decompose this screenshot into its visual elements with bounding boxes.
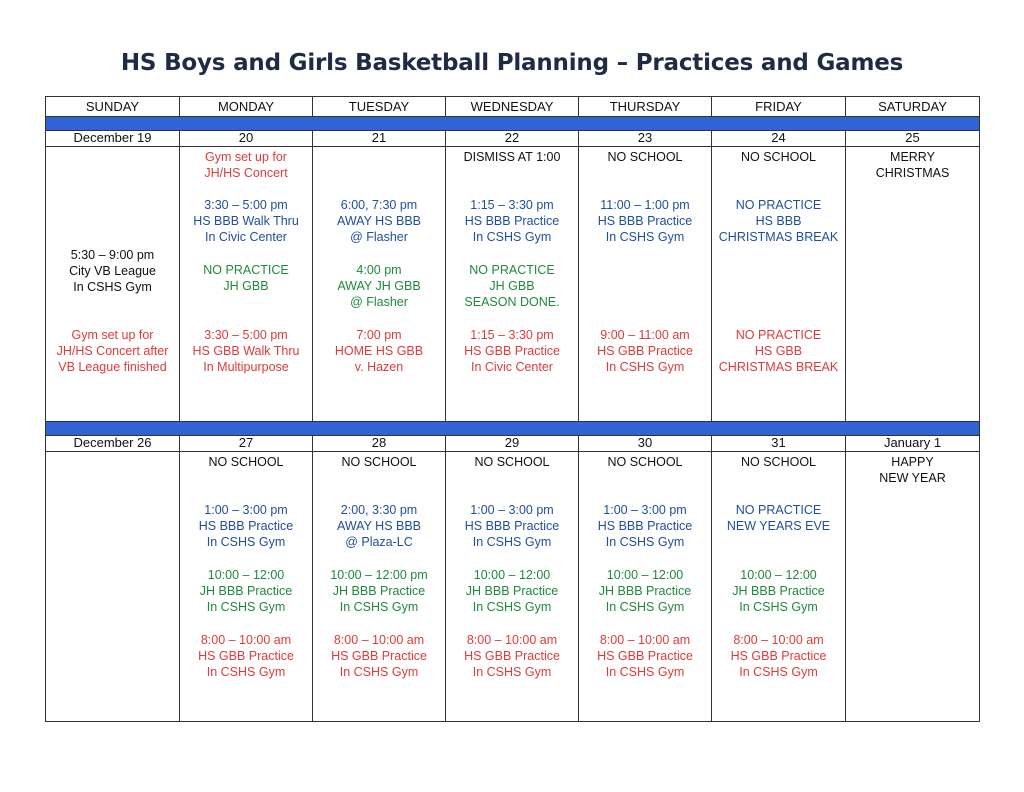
schedule-entry — [180, 502, 312, 550]
schedule-entry-line: In Civic Center — [471, 360, 553, 374]
schedule-entry — [446, 632, 578, 680]
schedule-entry-line: Gym set up for — [71, 328, 154, 342]
schedule-entry-line: 10:00 – 12:00 — [740, 568, 817, 582]
schedule-entry-line: In CSHS Gym — [605, 665, 685, 679]
day-cell-tuesday[interactable] — [312, 435, 445, 721]
schedule-entry-line: AWAY HS BBB — [336, 519, 422, 533]
schedule-entry-line: In CSHS Gym — [339, 665, 419, 679]
schedule-entry-line: NO SCHOOL — [607, 455, 683, 469]
schedule-entry — [712, 197, 845, 245]
schedule-entry-line: NO SCHOOL — [341, 455, 417, 469]
schedule-entry-line: 8:00 – 10:00 am — [599, 633, 691, 647]
day-cell-saturday[interactable] — [845, 130, 979, 421]
schedule-entry-line: NEW YEAR — [879, 471, 946, 485]
day-cell-thursday[interactable] — [578, 130, 711, 421]
schedule-entry-line: In CSHS Gym — [605, 360, 685, 374]
schedule-entry — [313, 454, 445, 470]
schedule-entry-line: HS GBB Practice — [464, 649, 560, 663]
schedule-entry — [180, 197, 312, 245]
day-cell-monday[interactable] — [179, 130, 312, 421]
schedule-entry-line: NO SCHOOL — [208, 455, 284, 469]
week-row — [46, 435, 979, 721]
schedule-entry-line: @ Plaza-LC — [345, 535, 413, 549]
schedule-entry — [446, 262, 578, 310]
day-cell-saturday[interactable] — [845, 435, 979, 721]
schedule-entry-line: 9:00 – 11:00 am — [600, 328, 690, 342]
schedule-entry-line: 8:00 – 10:00 am — [466, 633, 558, 647]
schedule-entry-line: HOME HS GBB — [334, 344, 424, 358]
day-cell-wednesday[interactable] — [445, 130, 578, 421]
schedule-entry — [180, 327, 312, 375]
schedule-entry — [46, 247, 179, 295]
schedule-entry — [313, 502, 445, 550]
schedule-entry-line: In CSHS Gym — [605, 535, 685, 549]
schedule-entry-line: HS BBB Practice — [198, 519, 294, 533]
day-cell-sunday[interactable] — [46, 435, 179, 721]
schedule-entry-line: 10:00 – 12:00 — [606, 568, 684, 582]
day-cell-sunday[interactable] — [46, 130, 179, 421]
schedule-entry — [579, 149, 711, 165]
schedule-entry-line: HS BBB Practice — [597, 519, 693, 533]
schedule-entry — [313, 567, 445, 615]
schedule-entry-line: 3:30 – 5:00 pm — [204, 198, 288, 212]
schedule-entry-line: CHRISTMAS BREAK — [718, 360, 839, 374]
day-cell-thursday[interactable] — [578, 435, 711, 721]
schedule-entry — [446, 454, 578, 470]
schedule-entry-line: 10:00 – 12:00 pm — [330, 568, 428, 582]
schedule-entry-line: JH BBB Practice — [598, 584, 692, 598]
schedule-entry-line: In CSHS Gym — [206, 665, 286, 679]
schedule-entry-line: MERRY — [890, 150, 935, 164]
schedule-entry — [180, 454, 312, 470]
schedule-entry-line: NO PRACTICE — [735, 328, 822, 342]
week-separator-band — [46, 421, 979, 436]
day-number: December 26 — [46, 435, 179, 452]
day-number: 21 — [313, 130, 445, 147]
schedule-entry — [712, 502, 845, 534]
schedule-entry-line: JH/HS Concert — [204, 166, 288, 180]
day-number: 24 — [712, 130, 845, 147]
week-separator-band — [46, 116, 979, 131]
schedule-entry — [446, 327, 578, 375]
schedule-entry-line: HS GBB Practice — [331, 649, 427, 663]
weekday-header-sunday: SUNDAY — [85, 99, 140, 114]
schedule-entry-line: HS GBB Practice — [730, 649, 827, 663]
schedule-entry-line: HS BBB Practice — [597, 214, 693, 228]
schedule-entry-line: 3:30 – 5:00 pm — [204, 328, 288, 342]
schedule-entry-line: JH BBB Practice — [199, 584, 293, 598]
schedule-entry — [180, 149, 312, 181]
schedule-entry-line: In CSHS Gym — [605, 230, 685, 244]
day-number: 20 — [180, 130, 312, 147]
schedule-entry-line: HS GBB Practice — [464, 344, 560, 358]
schedule-entry — [446, 149, 578, 165]
schedule-entry-line: HS GBB Practice — [198, 649, 294, 663]
schedule-entry — [579, 502, 711, 550]
schedule-entry-line: In CSHS Gym — [339, 600, 419, 614]
schedule-entry-line: HS BBB — [755, 214, 802, 228]
schedule-entry — [846, 454, 979, 486]
day-number: 30 — [579, 435, 711, 452]
schedule-entry-line: NO PRACTICE — [203, 263, 289, 277]
day-cell-monday[interactable] — [179, 435, 312, 721]
schedule-entry — [446, 197, 578, 245]
schedule-entry — [579, 632, 711, 680]
schedule-entry-line: AWAY HS BBB — [336, 214, 422, 228]
day-number: 25 — [846, 130, 979, 147]
schedule-entry-line: 8:00 – 10:00 am — [200, 633, 292, 647]
schedule-entry-line: 1:15 – 3:30 pm — [470, 328, 554, 342]
schedule-entry — [180, 632, 312, 680]
schedule-entry-line: In CSHS Gym — [739, 665, 818, 679]
schedule-entry-line: JH GBB — [223, 279, 269, 293]
schedule-entry-line: 2:00, 3:30 pm — [340, 503, 418, 517]
day-number: 22 — [446, 130, 578, 147]
page-title: HS Boys and Girls Basketball Planning – Practices and Games — [120, 50, 904, 76]
schedule-entry — [846, 149, 979, 181]
schedule-entry-line: @ Flasher — [350, 230, 408, 244]
schedule-entry-line: HAPPY — [891, 455, 934, 469]
schedule-entry-line: 6:00, 7:30 pm — [340, 198, 418, 212]
schedule-entry-line: In CSHS Gym — [206, 600, 286, 614]
schedule-entry-line: 1:00 – 3:00 pm — [470, 503, 554, 517]
schedule-entry-line: 1:00 – 3:00 pm — [603, 503, 687, 517]
weekday-header-wednesday: WEDNESDAY — [445, 97, 578, 116]
schedule-entry-line: In CSHS Gym — [605, 600, 685, 614]
schedule-entry — [46, 327, 179, 375]
day-number: 27 — [180, 435, 312, 452]
schedule-entry-line: In Civic Center — [205, 230, 287, 244]
schedule-entry-line: In CSHS Gym — [206, 535, 286, 549]
schedule-entry-line: HS BBB Practice — [464, 519, 560, 533]
schedule-entry-line: 10:00 – 12:00 — [473, 568, 551, 582]
schedule-entry-line: Gym set up for — [205, 150, 287, 164]
schedule-entry-line: HS GBB Practice — [597, 649, 693, 663]
schedule-entry — [579, 454, 711, 470]
schedule-entry-line: JH BBB Practice — [732, 584, 825, 598]
schedule-entry-line: In CSHS Gym — [472, 230, 552, 244]
schedule-entry — [313, 327, 445, 375]
schedule-entry — [712, 632, 845, 680]
weekday-header-monday: MONDAY — [179, 97, 312, 116]
day-cell-wednesday[interactable] — [445, 435, 578, 721]
schedule-entry-line: 10:00 – 12:00 — [207, 568, 285, 582]
schedule-entry-line: 7:00 pm — [356, 328, 402, 342]
schedule-entry-line: HS GBB — [754, 344, 803, 358]
weekday-header-tuesday: TUESDAY — [312, 97, 445, 116]
schedule-entry-line: 11:00 – 1:00 pm — [600, 198, 690, 212]
calendar-grid — [45, 96, 980, 722]
week-row — [46, 130, 979, 421]
weekday-header-row — [46, 97, 979, 117]
schedule-entry — [313, 197, 445, 245]
day-number: 29 — [446, 435, 578, 452]
schedule-entry-line: NEW YEARS EVE — [726, 519, 831, 533]
schedule-entry — [313, 632, 445, 680]
schedule-entry-line: City VB League — [69, 264, 156, 278]
schedule-entry-line: NO SCHOOL — [740, 455, 816, 469]
schedule-entry-line: HS BBB Practice — [464, 214, 560, 228]
day-cell-tuesday[interactable] — [312, 130, 445, 421]
schedule-entry-line: 5:30 – 9:00 pm — [70, 248, 155, 262]
schedule-entry-line: SEASON DONE. — [464, 295, 560, 309]
weekday-header-saturday: SATURDAY — [845, 97, 979, 116]
schedule-entry-line: 4:00 pm — [356, 263, 402, 277]
schedule-entry-line: JH BBB Practice — [332, 584, 426, 598]
schedule-entry-line: JH BBB Practice — [465, 584, 559, 598]
schedule-entry-line: JH/HS Concert after — [56, 344, 169, 358]
schedule-entry-line: 8:00 – 10:00 am — [333, 633, 425, 647]
schedule-entry — [712, 454, 845, 470]
schedule-entry-line: HS BBB Walk Thru — [193, 214, 299, 228]
schedule-entry-line: HS GBB Walk Thru — [192, 344, 300, 358]
schedule-entry-line: JH GBB — [489, 279, 535, 293]
schedule-entry-line: NO PRACTICE — [735, 198, 822, 212]
schedule-entry — [712, 567, 845, 615]
schedule-entry — [579, 197, 711, 245]
schedule-entry-line: NO PRACTICE — [735, 503, 822, 517]
weekday-header-thursday: THURSDAY — [578, 97, 711, 116]
day-cell-friday[interactable] — [711, 130, 845, 421]
schedule-entry-line: In CSHS Gym — [472, 600, 552, 614]
schedule-entry-line: @ Flasher — [350, 295, 408, 309]
schedule-entry-line: In CSHS Gym — [739, 600, 818, 614]
schedule-entry-line: NO SCHOOL — [607, 150, 683, 164]
schedule-entry-line: NO PRACTICE — [469, 263, 555, 277]
schedule-entry-line: AWAY JH GBB — [337, 279, 421, 293]
schedule-entry-line: In Multipurpose — [203, 360, 289, 374]
day-number: 31 — [712, 435, 845, 452]
day-number: January 1 — [846, 435, 979, 452]
schedule-entry-line: VB League finished — [58, 360, 167, 374]
schedule-entry-line: v. Hazen — [354, 360, 404, 374]
schedule-entry-line: In CSHS Gym — [472, 535, 552, 549]
schedule-entry-line: 1:15 – 3:30 pm — [470, 198, 554, 212]
schedule-entry-line: HS GBB Practice — [597, 344, 693, 358]
schedule-entry-line: CHRISTMAS — [875, 166, 950, 180]
schedule-entry — [313, 262, 445, 310]
schedule-entry-line: NO SCHOOL — [474, 455, 550, 469]
schedule-entry-line: In CSHS Gym — [472, 665, 552, 679]
schedule-entry — [446, 567, 578, 615]
schedule-entry-line: 8:00 – 10:00 am — [733, 633, 824, 647]
schedule-entry — [579, 567, 711, 615]
schedule-entry-line: 1:00 – 3:00 pm — [204, 503, 288, 517]
schedule-entry-line: CHRISTMAS BREAK — [718, 230, 839, 244]
day-number: December 19 — [46, 130, 179, 147]
schedule-entry — [180, 262, 312, 294]
day-number: 23 — [579, 130, 711, 147]
schedule-entry — [712, 149, 845, 165]
schedule-entry — [712, 327, 845, 375]
schedule-entry-line: NO SCHOOL — [740, 150, 816, 164]
weekday-header-friday: FRIDAY — [711, 97, 845, 116]
schedule-entry — [579, 327, 711, 375]
day-cell-friday[interactable] — [711, 435, 845, 721]
day-number: 28 — [313, 435, 445, 452]
schedule-entry-line: In CSHS Gym — [73, 280, 152, 294]
schedule-entry — [446, 502, 578, 550]
schedule-entry-line: DISMISS AT 1:00 — [463, 150, 561, 164]
schedule-entry — [180, 567, 312, 615]
